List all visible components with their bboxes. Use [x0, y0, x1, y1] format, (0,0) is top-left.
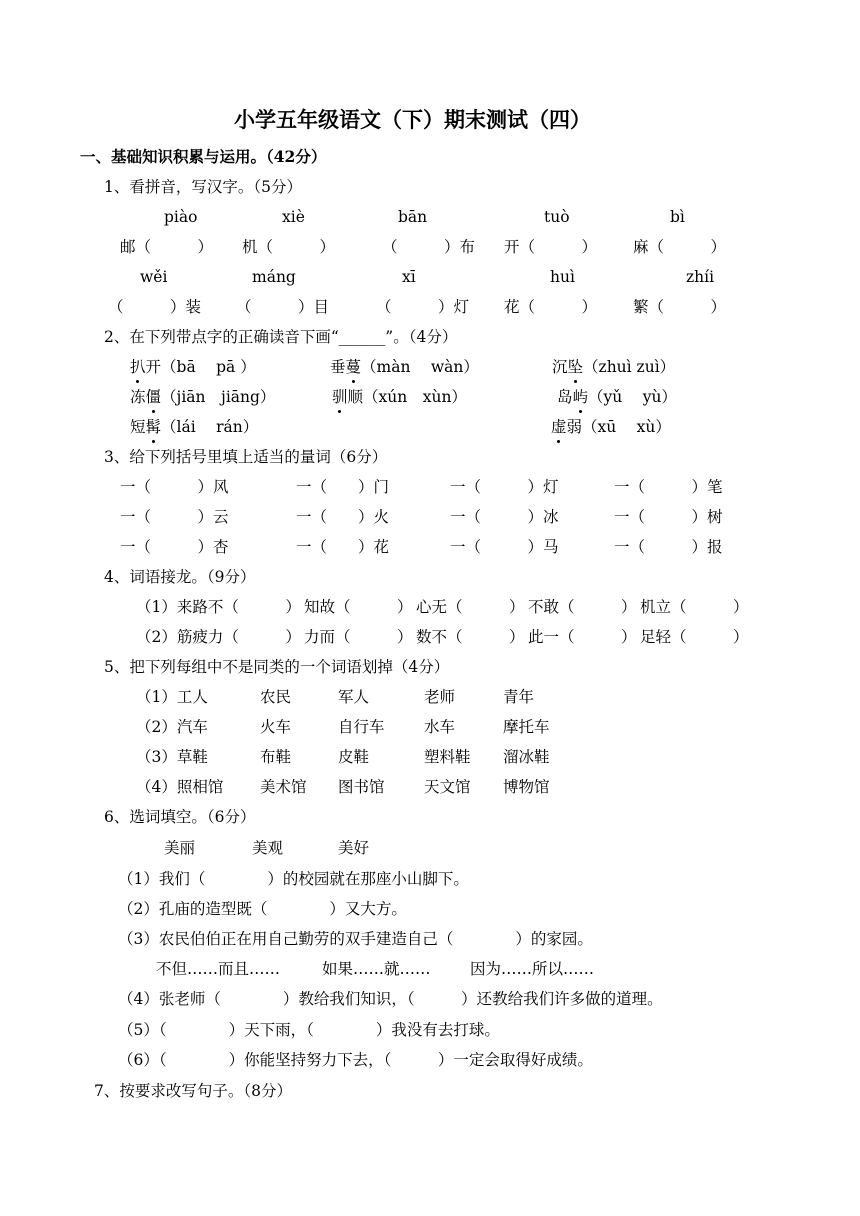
- page-title: 小学五年级语文（下）期末测试（四）: [234, 107, 591, 132]
- title-line: [0, 106, 860, 136]
- word-option[interactable]: （4）照相馆: [136, 778, 224, 796]
- word-option[interactable]: 布鞋: [260, 748, 292, 766]
- answer-blank[interactable]: （ ）目: [236, 298, 330, 316]
- word-option[interactable]: 天文馆: [424, 778, 471, 796]
- word-choice: 美好: [338, 839, 370, 857]
- pinyin: bān: [398, 208, 428, 226]
- word-option[interactable]: （1）工人: [136, 688, 208, 706]
- pronunciation-item[interactable]: 冻僵（jiān jiāng）: [130, 388, 276, 406]
- answer-blank[interactable]: 不敢（ ）: [528, 598, 637, 616]
- q1-answer-row-1: [0, 234, 860, 264]
- answer-blank[interactable]: 足轻（ ）: [640, 628, 749, 646]
- pronunciation-item[interactable]: 扒开（bā pā ）: [130, 358, 256, 376]
- answer-blank[interactable]: 花（ ）: [504, 298, 598, 316]
- pronunciation-item[interactable]: 驯顺（xún xùn）: [332, 388, 467, 406]
- answer-blank[interactable]: 一（ ）报: [614, 538, 723, 556]
- answer-blank[interactable]: 一（ ）云: [120, 508, 229, 526]
- answer-blank[interactable]: 一（ ）灯: [450, 478, 559, 496]
- pinyin: zhíi: [686, 268, 715, 286]
- fill-sentence[interactable]: （6）（ ）你能坚持努力下去，（ ）一定会取得好成绩。: [118, 1051, 593, 1069]
- word-option[interactable]: （3）草鞋: [136, 748, 208, 766]
- answer-blank[interactable]: 一（ ）马: [450, 538, 559, 556]
- pinyin: bì: [670, 208, 685, 226]
- section-heading: 一、基础知识积累与运用。（42分）: [80, 147, 327, 166]
- q6-heading-line: [0, 804, 860, 834]
- fill-sentence[interactable]: （1）我们（ ）的校园就在那座小山脚下。: [118, 870, 469, 888]
- word-option[interactable]: 自行车: [338, 718, 385, 736]
- conjunction-choice: 因为……所以……: [470, 960, 595, 978]
- word-choice: 美观: [252, 839, 284, 857]
- fill-sentence[interactable]: （2）孔庙的造型既（ ）又大方。: [118, 900, 407, 918]
- pinyin: piào: [164, 208, 198, 226]
- word-option[interactable]: 火车: [260, 718, 292, 736]
- q4-row-1: [0, 594, 860, 624]
- answer-blank[interactable]: 力而（ ）: [304, 628, 413, 646]
- answer-blank[interactable]: （1）来路不（ ）: [136, 598, 301, 616]
- answer-blank[interactable]: 邮（ ）: [120, 238, 214, 256]
- conjunction-choice: 如果……就……: [322, 960, 431, 978]
- answer-blank[interactable]: （2）筋疲力（ ）: [136, 628, 301, 646]
- q6-sentence-6: [0, 1047, 860, 1077]
- answer-blank[interactable]: 心无（ ）: [416, 598, 525, 616]
- q6-sentence-5: [0, 1017, 860, 1047]
- q2-row-1: [0, 354, 860, 384]
- q5-row-1: [0, 684, 860, 714]
- conjunction-choice: 不但……而且……: [156, 960, 281, 978]
- q6-sentence-4: [0, 986, 860, 1016]
- word-option[interactable]: 军人: [338, 688, 370, 706]
- q3-heading-line: [0, 444, 860, 474]
- answer-blank[interactable]: 一（ ）风: [120, 478, 229, 496]
- q4-row-2: [0, 624, 860, 654]
- answer-blank[interactable]: 一（ ）冰: [450, 508, 559, 526]
- word-option[interactable]: （2）汽车: [136, 718, 208, 736]
- word-option[interactable]: 摩托车: [503, 718, 550, 736]
- q1-heading: 1、看拼音，写汉字。（5分）: [104, 178, 302, 196]
- word-option[interactable]: 水车: [424, 718, 456, 736]
- word-option[interactable]: 青年: [503, 688, 535, 706]
- q5-row-3: [0, 744, 860, 774]
- fill-sentence[interactable]: （5）（ ）天下雨，（ ）我没有去打球。: [118, 1021, 500, 1039]
- dotted-char: 扒: [130, 358, 146, 376]
- pronunciation-item[interactable]: 岛屿（yǔ yù）: [557, 388, 677, 406]
- pinyin: xiè: [282, 208, 305, 226]
- dotted-char: 驯: [332, 388, 348, 406]
- q3-row-2: [0, 504, 860, 534]
- answer-blank[interactable]: 一（ ）杏: [120, 538, 229, 556]
- q7-heading: 7、按要求改写句子。（8分）: [94, 1082, 292, 1100]
- answer-blank[interactable]: 机（ ）: [242, 238, 336, 256]
- answer-blank[interactable]: 一（ ）门: [296, 478, 390, 496]
- q2-heading-line: [0, 324, 860, 354]
- answer-blank[interactable]: 此一（ ）: [528, 628, 637, 646]
- fill-sentence[interactable]: （3）农民伯伯正在用自己勤劳的双手建造自己（ ）的家园。: [118, 930, 593, 948]
- q6-choices-2: [0, 956, 860, 986]
- answer-blank[interactable]: 一（ ）花: [296, 538, 390, 556]
- dotted-char: 坠: [567, 358, 584, 376]
- fill-sentence[interactable]: （4）张老师（ ）教给我们知识，（ ）还教给我们许多做的道理。: [118, 990, 663, 1008]
- dotted-char: 髯: [145, 418, 162, 436]
- answer-blank[interactable]: 一（ ）树: [614, 508, 723, 526]
- word-option[interactable]: 博物馆: [503, 778, 550, 796]
- q4-heading: 4、词语接龙。（9分）: [104, 568, 256, 586]
- q5-row-4: [0, 774, 860, 804]
- answer-blank[interactable]: 一（ ）笔: [614, 478, 723, 496]
- dotted-char: 屿: [572, 388, 589, 406]
- pinyin: xī: [402, 268, 416, 286]
- q6-sentence-1: [0, 866, 860, 896]
- word-option[interactable]: 溜冰鞋: [503, 748, 550, 766]
- answer-blank[interactable]: （ ）灯: [376, 298, 470, 316]
- section-heading-line: [0, 144, 860, 174]
- pronunciation-item[interactable]: 短髯（lái rán）: [130, 418, 259, 436]
- q3-row-1: [0, 474, 860, 504]
- q3-heading: 3、给下列括号里填上适当的量词（6分）: [104, 448, 388, 466]
- word-option[interactable]: 农民: [260, 688, 292, 706]
- pinyin: wěi: [140, 268, 168, 286]
- answer-blank[interactable]: 机立（ ）: [640, 598, 749, 616]
- answer-blank[interactable]: 知故（ ）: [304, 598, 413, 616]
- pinyin: huì: [550, 268, 575, 286]
- q2-row-3: [0, 414, 860, 444]
- q1-heading-line: [0, 174, 860, 204]
- answer-blank[interactable]: 数不（ ）: [416, 628, 525, 646]
- dotted-char: 蔓: [345, 358, 362, 376]
- answer-blank[interactable]: 一（ ）火: [296, 508, 390, 526]
- q6-choices-1: [0, 835, 860, 865]
- word-option[interactable]: 塑料鞋: [424, 748, 471, 766]
- word-option[interactable]: 皮鞋: [338, 748, 370, 766]
- word-choice: 美丽: [164, 839, 196, 857]
- pinyin: máng: [252, 268, 296, 286]
- q6-sentence-3: [0, 926, 860, 956]
- answer-blank[interactable]: （ ）装: [108, 298, 202, 316]
- word-option[interactable]: 老师: [424, 688, 456, 706]
- q3-row-3: [0, 534, 860, 564]
- q4-heading-line: [0, 564, 860, 594]
- q5-heading-line: [0, 654, 860, 684]
- dotted-char: 虚: [551, 418, 567, 436]
- q1-pinyin-row-2: [0, 264, 860, 294]
- pronunciation-item[interactable]: 垂蔓（màn wàn）: [330, 358, 479, 376]
- q2-heading: 2、在下列带点字的正确读音下画“______”。（4分）: [104, 328, 458, 346]
- pinyin: tuò: [544, 208, 570, 226]
- pronunciation-item[interactable]: 沉坠（zhuì zuì）: [552, 358, 676, 376]
- word-option[interactable]: 图书馆: [338, 778, 385, 796]
- q5-row-2: [0, 714, 860, 744]
- answer-blank[interactable]: （ ）布: [382, 238, 476, 256]
- q6-sentence-2: [0, 896, 860, 926]
- answer-blank[interactable]: 繁（ ）: [633, 298, 727, 316]
- answer-blank[interactable]: 开（ ）: [504, 238, 598, 256]
- answer-blank[interactable]: 麻（ ）: [633, 238, 727, 256]
- q6-heading: 6、选词填空。（6分）: [104, 808, 256, 826]
- q1-answer-row-2: [0, 294, 860, 324]
- word-option[interactable]: 美术馆: [260, 778, 307, 796]
- q1-pinyin-row-1: [0, 204, 860, 234]
- q2-row-2: [0, 384, 860, 414]
- q7-heading-line: [0, 1078, 860, 1108]
- pronunciation-item[interactable]: 虚弱（xū xù）: [551, 418, 671, 436]
- q5-heading: 5、把下列每组中不是同类的一个词语划掉（4分）: [104, 658, 450, 676]
- dotted-char: 僵: [145, 388, 162, 406]
